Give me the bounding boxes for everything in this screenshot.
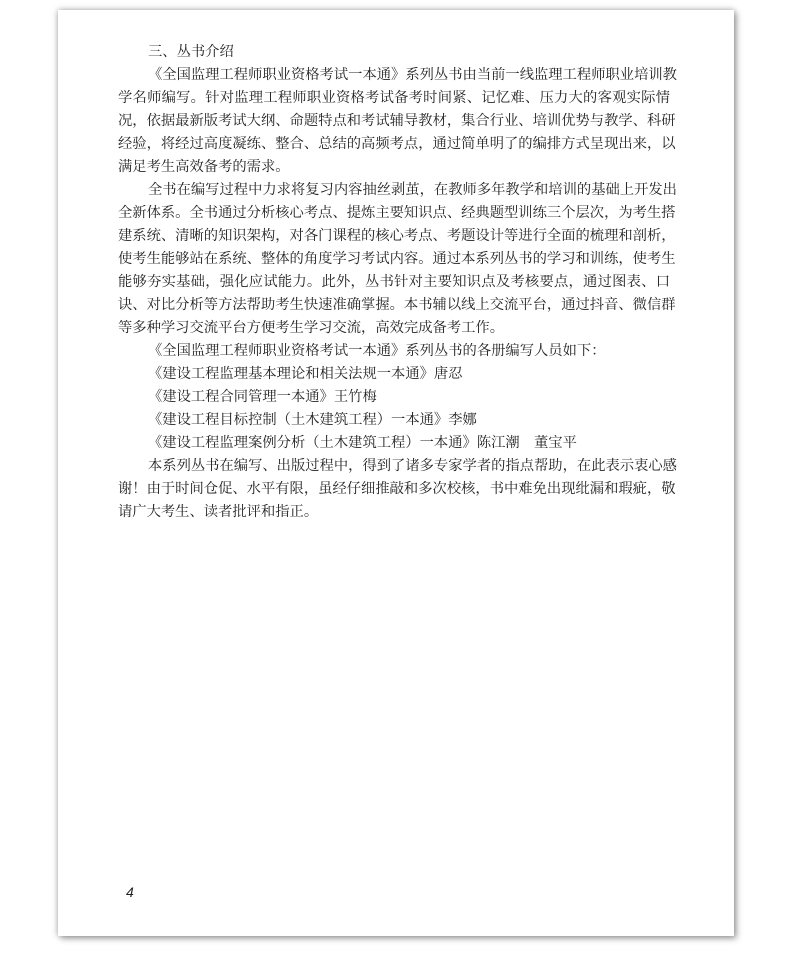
- paragraph-line: 请广大考生、读者批评和指正。: [118, 504, 319, 520]
- paragraph-line: 等多种学习交流平台方便考生学习交流，高效完成备考工作。: [118, 320, 505, 336]
- paragraph-line: 本系列丛书在编写、出版过程中，得到了诸多专家学者的指点帮助，在此表示衷心感: [148, 458, 677, 474]
- paragraph-line: 谢！由于时间仓促、水平有限，虽经仔细推敲和多次校核，书中难免出现纰漏和瑕疵，敬: [118, 481, 676, 497]
- paragraph-line: 经验，将经过高度凝练、整合、总结的高频考点，通过简单明了的编排方式呈现出来，以: [118, 136, 676, 152]
- paragraph-line: 《全国监理工程师职业资格考试一本通》系列丛书的各册编写人员如下：: [148, 343, 606, 359]
- paragraph-line: 《建设工程目标控制（土木建筑工程）一本通》李娜: [148, 412, 477, 428]
- paragraph-line: 《全国监理工程师职业资格考试一本通》系列丛书由当前一线监理工程师职业培训教: [148, 67, 677, 83]
- body-text: [118, 41, 677, 524]
- paragraph-line: 《建设工程监理案例分析（土木建筑工程）一本通》陈江潮 董宝平: [148, 435, 577, 451]
- paragraph-line: 使考生能够站在系统、整体的角度学习考试内容。通过本系列丛书的学习和训练，使考生: [118, 251, 676, 267]
- paragraph-line: 全书在编写过程中力求将复习内容抽丝剥茧，在教师多年教学和培训的基础上开发出: [148, 182, 677, 198]
- paragraph-line: 《建设工程合同管理一本通》王竹梅: [148, 389, 377, 405]
- document-page: [58, 10, 734, 936]
- paragraph-line: 建系统、清晰的知识架构，对各门课程的核心考点、考题设计等进行全面的梳理和剖析，: [118, 228, 676, 244]
- paragraph-line: 《建设工程监理基本理论和相关法规一本通》唐忍: [148, 366, 463, 382]
- paragraph-line: 满足考生高效备考的需求。: [118, 159, 290, 175]
- paragraph-line: 全新体系。全书通过分析核心考点、提炼主要知识点、经典题型训练三个层次，为考生搭: [118, 205, 676, 221]
- paragraph-line: 况，依据最新版考试大纲、命题特点和考试辅导教材，集合行业、培训优势与教学、科研: [118, 113, 676, 129]
- page-number: 4: [126, 884, 134, 900]
- section-heading: 三、丛书介绍: [148, 44, 234, 60]
- paragraph-line: 能够夯实基础，强化应试能力。此外，丛书针对主要知识点及考核要点，通过图表、口: [118, 274, 670, 290]
- paragraph-line: 诀、对比分析等方法帮助考生快速准确掌握。本书辅以线上交流平台，通过抖音、微信群: [118, 297, 676, 313]
- paragraph-line: 学名师编写。针对监理工程师职业资格考试备考时间紧、记忆难、压力大的客观实际情: [118, 90, 670, 106]
